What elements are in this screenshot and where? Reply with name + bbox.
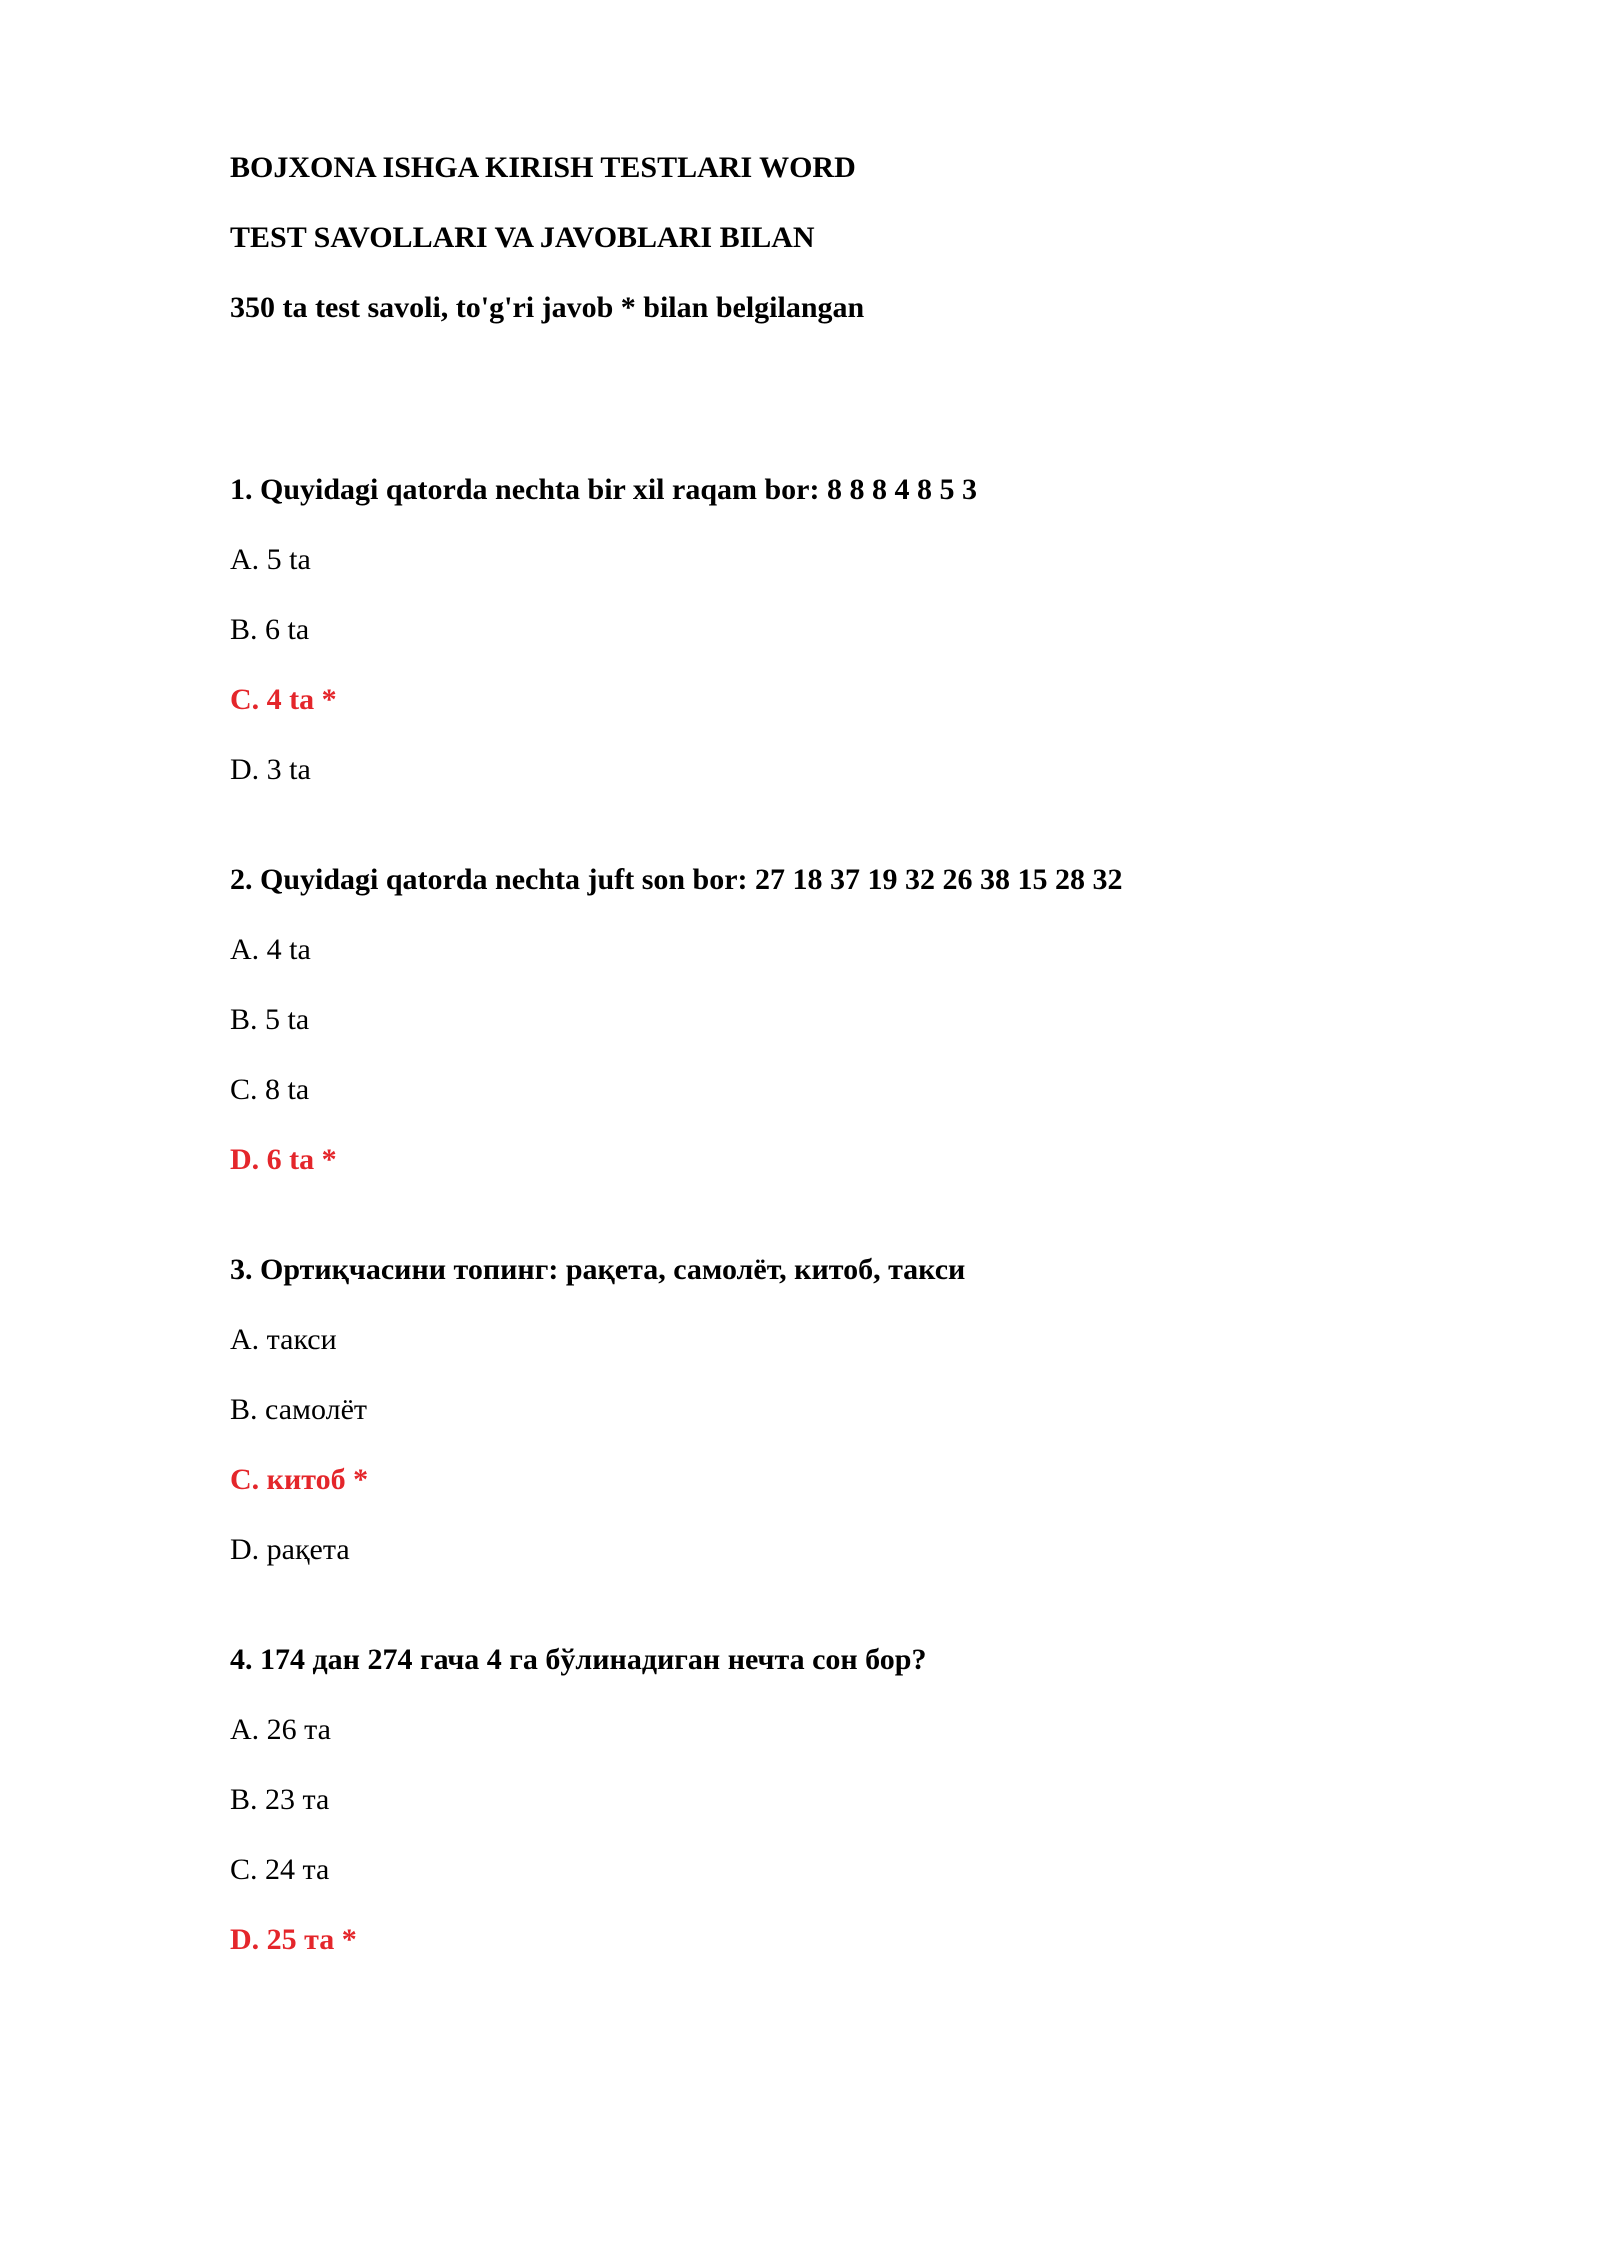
correct-answer-option: D. 6 ta * [230,1143,337,1176]
answer-option: C. 8 ta [230,1073,310,1106]
answer-option: A. 26 та [230,1713,331,1746]
correct-answer-option: C. 4 ta * [230,683,337,716]
answer-option: A. 4 ta [230,933,311,966]
question-block [230,470,1470,790]
answer-option: D. рақета [230,1533,350,1566]
answer-option: B. 23 та [230,1783,330,1816]
answer-option: B. 6 ta [230,613,310,646]
answer-option: A. такси [230,1323,337,1356]
question-text: 4. 174 дан 274 гача 4 га бўлинадиган нечта сон бор? [230,1643,927,1676]
document-subtitle: TEST SAVOLLARI VA JAVOBLARI BILAN [230,221,815,254]
correct-answer-option: C. китоб * [230,1463,369,1496]
question-text: 2. Quyidagi qatorda nechta juft son bor: 27 18 37 19 32 26 38 15 28 32 [230,863,1123,896]
question-text: 1. Quyidagi qatorda nechta bir xil raqam bor: 8 8 8 4 8 5 3 [230,473,977,506]
answer-option: B. самолёт [230,1393,367,1426]
answer-option: A. 5 ta [230,543,311,576]
document-note: 350 ta test savoli, to'g'ri javob * bilan belgilangan [230,291,865,324]
answer-option: D. 3 ta [230,753,311,786]
answer-option: C. 24 та [230,1853,330,1886]
question-block [230,860,1470,1180]
correct-answer-option: D. 25 та * [230,1923,357,1956]
document-title: BOJXONA ISHGA KIRISH TESTLARI WORD [230,151,856,184]
question-block [230,1250,1470,1570]
document-content [230,148,1470,2030]
question-text: 3. Ортиқчасини топинг: рақета, самолёт, китоб, такси [230,1253,966,1286]
answer-option: B. 5 ta [230,1003,310,1036]
question-block [230,1640,1470,1960]
question-list [230,470,1470,1960]
